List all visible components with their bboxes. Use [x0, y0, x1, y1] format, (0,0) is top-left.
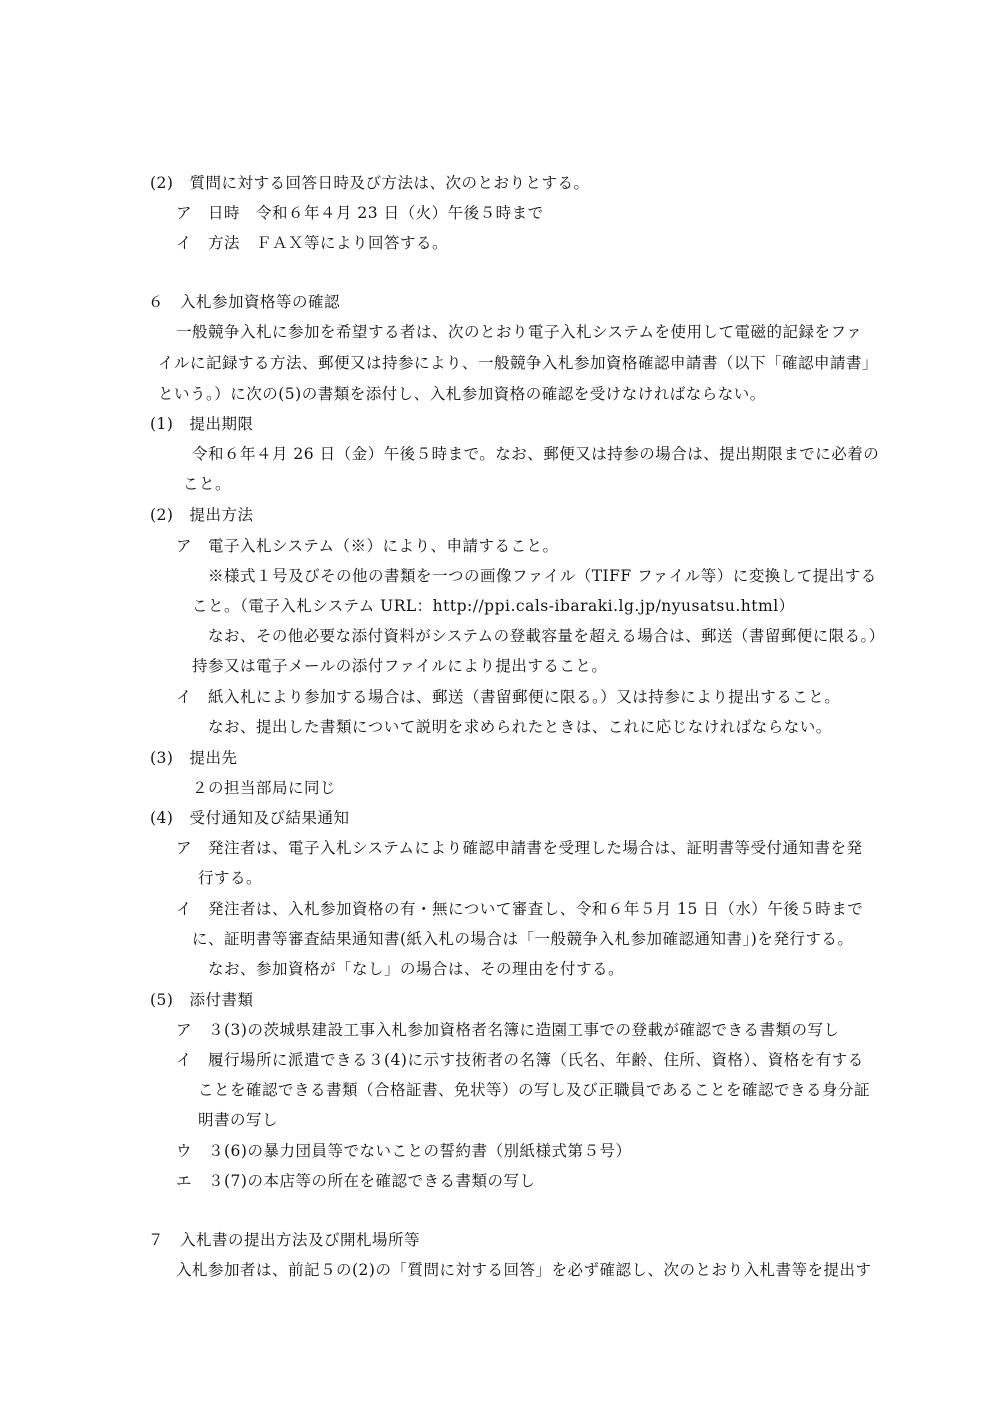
text-line: イ 紙入札により参加する場合は、郵送（書留郵便に限る。）又は持参により提出すること。 — [176, 688, 841, 706]
text-line: ウ ３(6)の暴力団員等でないことの誓約書（別紙様式第５号） — [176, 1142, 632, 1160]
text-line: ２の担当部局に同じ — [192, 779, 337, 797]
text-line: ア 電子入札システム（※）により、申請すること。 — [176, 537, 559, 555]
text-line: 一般競争入札に参加を希望する者は、次のとおり電子入札システムを使用して電磁的記録をファ — [176, 323, 863, 341]
text-line: 明書の写し — [198, 1111, 279, 1129]
text-line: という。）に次の(5)の書類を添付し、入札参加資格の確認を受けなければならない。 — [158, 385, 766, 403]
text-line: ※様式１号及びその他の書類を一つの画像ファイル（TIFF ファイル等）に変換して提出する — [208, 567, 877, 585]
section-heading: ７ 入札書の提出方法及び開札場所等 — [148, 1231, 421, 1249]
text-line: イ 発注者は、入札参加資格の有・無について審査し、令和６年５月 15 日（水）午後５時まで — [176, 900, 864, 918]
subheading: (2) 提出方法 — [150, 506, 254, 524]
subheading: (1) 提出期限 — [150, 415, 254, 433]
text-line: なお、提出した書類について説明を求められたときは、これに応じなければならない。 — [208, 718, 832, 736]
text-line: 入札参加者は、前記５の(2)の「質問に対する回答」を必ず確認し、次のとおり入札書等を提出す — [176, 1261, 872, 1279]
text-line: イ 履行場所に派遣できる３(4)に示す技術者の名簿（氏名、年齢、住所、資格）、資格を有する — [176, 1051, 864, 1069]
text-line: に、証明書等審査結果通知書(紙入札の場合は「一般競争入札参加確認通知書」)を発行する。 — [192, 930, 854, 948]
text-line: こと。（電子入札システム URL：http://ppi.cals-ibaraki.lg.jp/nyusatsu.html） — [192, 597, 795, 615]
text-line: なお、その他必要な添付資料がシステムの登載容量を超える場合は、郵送（書留郵便に限る。） — [208, 627, 885, 645]
text-line: ア ３(3)の茨城県建設工事入札参加資格者名簿に造園工事での登載が確認できる書類の写し — [176, 1021, 840, 1039]
text-line: イ 方法 ＦＡＸ等により回答する。 — [176, 234, 449, 252]
text-line: エ ３(7)の本店等の所在を確認できる書類の写し — [176, 1172, 536, 1190]
text-line: 持参又は電子メールの添付ファイルにより提出すること。 — [192, 657, 608, 675]
text-line: ア 発注者は、電子入札システムにより確認申請書を受理した場合は、証明書等受付通知書を発 — [176, 839, 863, 857]
text-line: ア 日時 令和６年４月 23 日（火）午後５時まで — [176, 204, 544, 222]
text-line: ことを確認できる書類（合格証書、免状等）の写し及び正職員であることを確認できる身分証 — [198, 1081, 871, 1099]
text-line: なお、参加資格が「なし」の場合は、その理由を付する。 — [208, 960, 625, 978]
text-line: 令和６年４月 26 日（金）午後５時まで。なお、郵便又は持参の場合は、提出期限までに必着の — [192, 445, 880, 463]
subheading: (4) 受付通知及び結果通知 — [150, 809, 350, 827]
text-line: こと。 — [183, 475, 232, 493]
text-line: (2) 質問に対する回答日時及び方法は、次のとおりとする。 — [150, 174, 590, 192]
subheading: (3) 提出先 — [150, 749, 238, 767]
subheading: (5) 添付書類 — [150, 991, 254, 1009]
text-line: 行する。 — [198, 869, 263, 887]
section-heading: ６ 入札参加資格等の確認 — [148, 293, 341, 311]
text-line: イルに記録する方法、郵便又は持参により、一般競争入札参加資格確認申請書（以下「確認申請書」 — [158, 354, 879, 372]
